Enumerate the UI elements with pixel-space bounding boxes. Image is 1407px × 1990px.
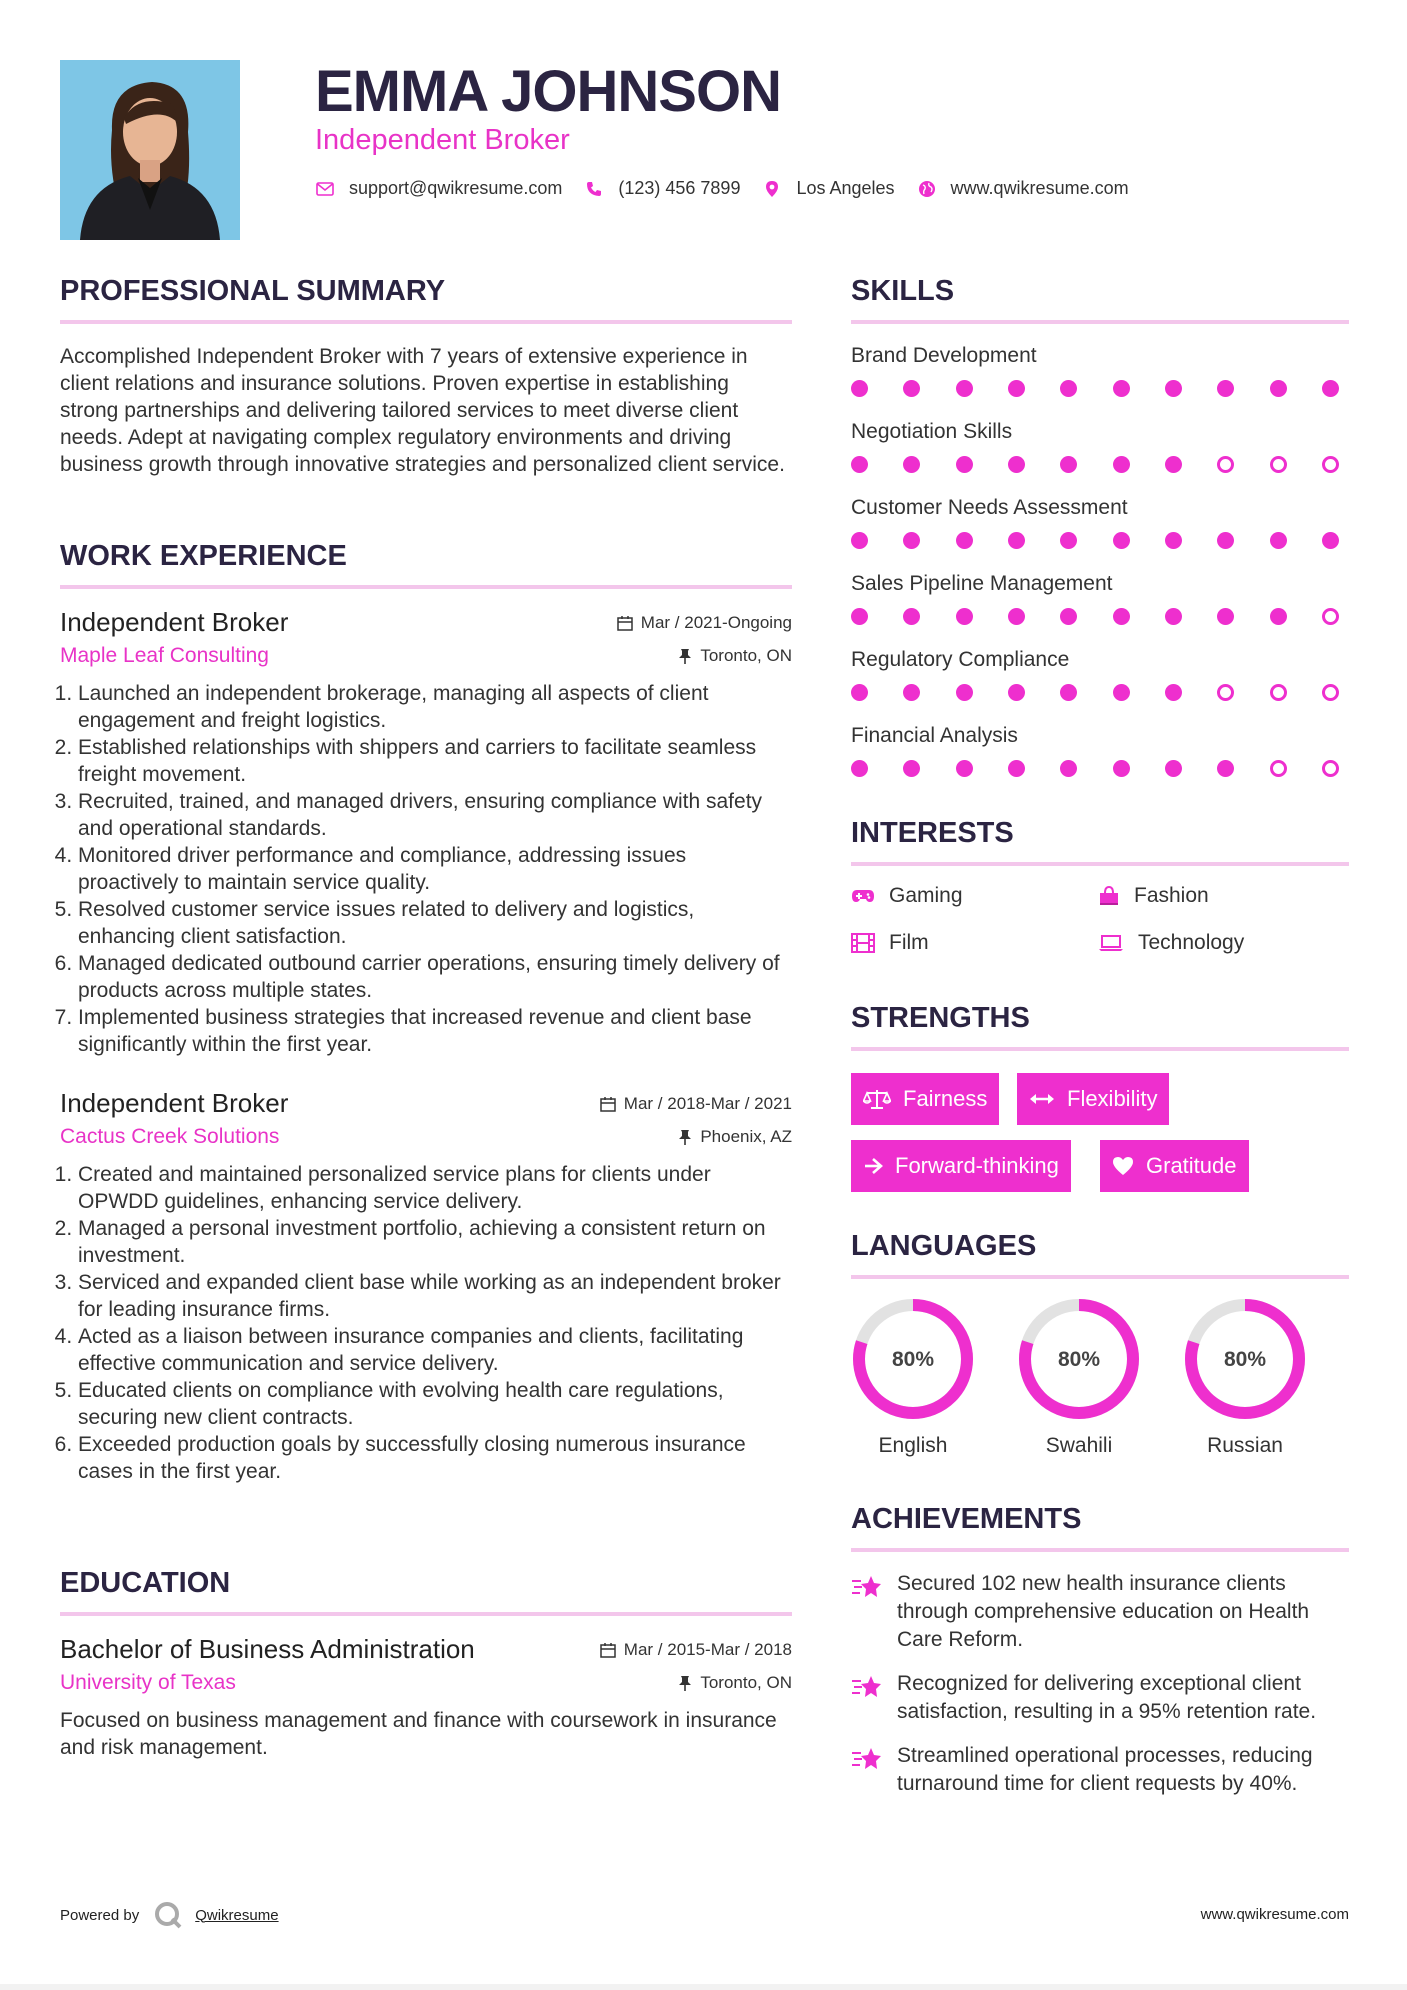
- rating-dot-filled: [1060, 684, 1077, 701]
- strength-label: Fairness: [903, 1086, 988, 1111]
- list-item: 6. Exceeded production goals by successfully closing numerous insurance cases in the first year.: [78, 1431, 792, 1485]
- section-divider: [851, 1548, 1349, 1552]
- education-location-text: Toronto, ON: [700, 1673, 792, 1692]
- strength-label: Flexibility: [1067, 1086, 1158, 1111]
- skill-item: [851, 572, 1349, 648]
- powered-by-text: Powered by: [60, 1906, 140, 1924]
- education-section: [60, 1567, 792, 1761]
- rating-dot-filled: [903, 456, 920, 473]
- skill-rating: [851, 608, 1339, 648]
- rating-dot-filled: [1270, 608, 1287, 625]
- skill-item: [851, 344, 1349, 420]
- rating-dot-filled: [1165, 608, 1182, 625]
- education-title: EDUCATION: [60, 1567, 231, 1599]
- calendar-icon: [617, 615, 633, 631]
- rating-dot-filled: [903, 532, 920, 549]
- rating-dot-filled: [1165, 380, 1182, 397]
- language-name: English: [878, 1434, 948, 1457]
- rating-dot-filled: [956, 380, 973, 397]
- shopping-bag-icon: [1098, 885, 1120, 907]
- rating-dot-filled: [1113, 456, 1130, 473]
- strength-label: Forward-thinking: [895, 1153, 1059, 1178]
- rating-dot-filled: [1008, 608, 1025, 625]
- list-item: 3. Recruited, trained, and managed drivers, ensuring compliance with safety and operational standards.: [78, 788, 792, 842]
- envelope-icon: [315, 179, 335, 199]
- achievement-item: [851, 1670, 1349, 1726]
- section-divider: [60, 585, 792, 589]
- arrow-right-icon: [863, 1157, 883, 1175]
- job-title: Independent Broker: [60, 607, 289, 637]
- footer-url[interactable]: www.qwikresume.com: [1200, 1906, 1349, 1923]
- skill-item: [851, 648, 1349, 724]
- candidate-role: Independent Broker: [315, 124, 570, 156]
- degree-title: Bachelor of Business Administration: [60, 1634, 475, 1664]
- calendar-icon: [600, 1096, 616, 1112]
- bottom-strip: [0, 1984, 1407, 1990]
- language-percent: 80%: [1057, 1348, 1101, 1371]
- skills-title: SKILLS: [851, 275, 955, 307]
- strength-label: Gratitude: [1146, 1153, 1237, 1178]
- language-ring: [851, 1297, 975, 1421]
- job-bullets: [60, 1161, 792, 1485]
- job-date-text: Mar / 2018-Mar / 2021: [623, 1093, 792, 1113]
- interest-label: Technology: [1138, 931, 1245, 954]
- contact-phone[interactable]: (123) 456 7899: [618, 178, 741, 198]
- skill-name: Financial Analysis: [851, 724, 1018, 747]
- list-item: 5. Educated clients on compliance with evolving health care regulations, securing new client contracts.: [78, 1377, 792, 1431]
- rating-dot-filled: [956, 456, 973, 473]
- heart-icon: [1112, 1156, 1134, 1176]
- rating-dot-filled: [1165, 684, 1182, 701]
- rating-dot-filled: [1217, 532, 1234, 549]
- summary-title: PROFESSIONAL SUMMARY: [60, 275, 446, 307]
- job-location: [678, 1127, 792, 1147]
- language-ring: [1017, 1297, 1141, 1421]
- achievement-text: Secured 102 new health insurance clients through comprehensive education on Health Care Reform.: [897, 1572, 1310, 1651]
- rating-dot-filled: [851, 760, 868, 777]
- language-item: [851, 1297, 975, 1458]
- section-divider: [851, 1275, 1349, 1279]
- rating-dot-filled: [851, 608, 868, 625]
- contact-location: Los Angeles: [796, 178, 895, 198]
- list-item: 7. Implemented business strategies that increased revenue and client base significantly within the first year.: [78, 1004, 792, 1058]
- rating-dot-filled: [1217, 608, 1234, 625]
- strength-forward-thinking: [851, 1140, 1071, 1192]
- rating-dot-empty: [1270, 684, 1287, 701]
- language-name: Russian: [1207, 1434, 1283, 1457]
- globe-icon: [917, 179, 937, 199]
- language-percent: 80%: [1223, 1348, 1267, 1371]
- list-item: 6. Managed dedicated outbound carrier operations, ensuring timely delivery of products across multiple states.: [78, 950, 792, 1004]
- rating-dot-filled: [851, 532, 868, 549]
- skill-rating: [851, 380, 1339, 420]
- rating-dot-filled: [1322, 380, 1339, 397]
- strengths-section: [851, 1002, 1349, 1203]
- section-divider: [851, 1047, 1349, 1051]
- rating-dot-filled: [1217, 760, 1234, 777]
- languages-title: LANGUAGES: [851, 1230, 1037, 1262]
- rating-dot-filled: [956, 608, 973, 625]
- rating-dot-filled: [1113, 380, 1130, 397]
- section-divider: [60, 1612, 792, 1616]
- balance-scale-icon: [863, 1088, 891, 1110]
- rating-dot-filled: [903, 684, 920, 701]
- achievement-item: [851, 1742, 1349, 1798]
- interest-film: [851, 931, 929, 955]
- interest-label: Film: [889, 931, 929, 954]
- shooting-star-icon: [851, 1744, 883, 1772]
- languages-section: [851, 1230, 1349, 1477]
- rating-dot-filled: [956, 684, 973, 701]
- interest-label: Fashion: [1134, 884, 1209, 907]
- shooting-star-icon: [851, 1672, 883, 1700]
- rating-dot-filled: [1165, 456, 1182, 473]
- shooting-star-icon: [851, 1572, 883, 1600]
- rating-dot-empty: [1217, 456, 1234, 473]
- job-location: [678, 646, 792, 666]
- achievement-text: Recognized for delivering exceptional client satisfaction, resulting in a 95% retention rate.: [897, 1672, 1317, 1723]
- rating-dot-empty: [1322, 760, 1339, 777]
- rating-dot-filled: [1008, 456, 1025, 473]
- rating-dot-filled: [1113, 760, 1130, 777]
- list-item: 2. Managed a personal investment portfolio, achieving a consistent return on investment.: [78, 1215, 792, 1269]
- rating-dot-filled: [903, 760, 920, 777]
- pushpin-icon: [678, 648, 692, 664]
- rating-dot-filled: [903, 608, 920, 625]
- skill-rating: [851, 456, 1339, 496]
- job-company: Cactus Creek Solutions: [60, 1125, 280, 1148]
- skill-rating: [851, 684, 1339, 724]
- achievement-text: Streamlined operational processes, reducing turnaround time for client requests by 40%.: [897, 1744, 1313, 1795]
- achievement-item: [851, 1570, 1349, 1654]
- language-ring: [1183, 1297, 1307, 1421]
- rating-dot-filled: [1060, 532, 1077, 549]
- skills-list: [851, 344, 1349, 800]
- gamepad-icon: [851, 888, 875, 904]
- list-item: 5. Resolved customer service issues related to delivery and logistics, enhancing client satisfaction.: [78, 896, 792, 950]
- list-item: 1. Launched an independent brokerage, managing all aspects of client engagement and freight logistics.: [78, 680, 792, 734]
- skill-rating: [851, 760, 1339, 800]
- pushpin-icon: [678, 1675, 692, 1691]
- rating-dot-filled: [956, 760, 973, 777]
- arrows-horizontal-icon: [1029, 1092, 1055, 1106]
- summary-section: [60, 275, 792, 478]
- rating-dot-filled: [1008, 760, 1025, 777]
- strength-gratitude: [1100, 1140, 1249, 1192]
- skill-name: Regulatory Compliance: [851, 648, 1070, 671]
- rating-dot-filled: [1165, 760, 1182, 777]
- rating-dot-filled: [851, 684, 868, 701]
- skill-item: [851, 496, 1349, 572]
- section-divider: [851, 862, 1349, 866]
- job-date: [600, 1094, 792, 1114]
- pushpin-icon: [678, 1129, 692, 1145]
- rating-dot-empty: [1322, 608, 1339, 625]
- phone-icon: [584, 179, 604, 199]
- rating-dot-filled: [1060, 456, 1077, 473]
- interest-gaming: [851, 884, 963, 908]
- languages-list: [851, 1297, 1349, 1477]
- rating-dot-empty: [1270, 760, 1287, 777]
- list-item: 4. Monitored driver performance and compliance, addressing issues proactively to maintain service quality.: [78, 842, 792, 896]
- rating-dot-filled: [1217, 380, 1234, 397]
- language-percent: 80%: [891, 1348, 935, 1371]
- work-title: WORK EXPERIENCE: [60, 540, 347, 572]
- strengths-title: STRENGTHS: [851, 1002, 1030, 1034]
- rating-dot-filled: [851, 380, 868, 397]
- contact-bar: [315, 178, 1151, 199]
- language-item: [1017, 1297, 1141, 1458]
- rating-dot-empty: [1270, 456, 1287, 473]
- summary-text: Accomplished Independent Broker with 7 years of extensive experience in client relations and insurance solutions. Proven expertise in establishing strong partnerships and delivering tailored services to meet diverse client needs. Adept at navigating complex regulatory environments and driving business growth through innovative strategies and personalized client service.: [60, 345, 785, 476]
- laptop-icon: [1098, 934, 1124, 952]
- rating-dot-empty: [1322, 456, 1339, 473]
- strength-flexibility: [1017, 1073, 1169, 1125]
- footer-powered-by: [60, 1900, 279, 1930]
- film-icon: [851, 933, 875, 953]
- rating-dot-filled: [851, 456, 868, 473]
- rating-dot-filled: [1060, 760, 1077, 777]
- job-company: Maple Leaf Consulting: [60, 644, 269, 667]
- rating-dot-filled: [1270, 532, 1287, 549]
- contact-website[interactable]: www.qwikresume.com: [950, 178, 1129, 198]
- skill-name: Sales Pipeline Management: [851, 572, 1113, 595]
- school-name: University of Texas: [60, 1671, 236, 1694]
- list-item: 3. Serviced and expanded client base while working as an independent broker for leading insurance firms.: [78, 1269, 792, 1323]
- skill-name: Negotiation Skills: [851, 420, 1013, 443]
- job-entry: [60, 1088, 792, 1485]
- rating-dot-filled: [1322, 532, 1339, 549]
- rating-dot-filled: [1113, 684, 1130, 701]
- job-date: [617, 613, 792, 633]
- skill-item: [851, 724, 1349, 800]
- education-date: [600, 1640, 792, 1660]
- list-item: 2. Established relationships with shippers and carriers to facilitate seamless freight movement.: [78, 734, 792, 788]
- interests-section: [851, 817, 1349, 974]
- rating-dot-filled: [1060, 380, 1077, 397]
- contact-email[interactable]: support@qwikresume.com: [349, 178, 563, 198]
- rating-dot-filled: [1008, 532, 1025, 549]
- rating-dot-filled: [1270, 380, 1287, 397]
- list-item: 4. Acted as a liaison between insurance companies and clients, facilitating effective communication and service delivery.: [78, 1323, 792, 1377]
- rating-dot-filled: [1113, 608, 1130, 625]
- rating-dot-filled: [1113, 532, 1130, 549]
- education-location: [678, 1673, 792, 1693]
- calendar-icon: [600, 1642, 616, 1658]
- profile-photo: [60, 60, 240, 240]
- job-bullets: [60, 680, 792, 1058]
- skill-name: Customer Needs Assessment: [851, 496, 1128, 519]
- section-divider: [851, 320, 1349, 324]
- job-location-text: Toronto, ON: [700, 646, 792, 665]
- achievements-section: [851, 1503, 1349, 1798]
- rating-dot-empty: [1322, 684, 1339, 701]
- rating-dot-filled: [1060, 608, 1077, 625]
- qwikresume-link[interactable]: Qwikresume: [195, 1906, 279, 1924]
- rating-dot-filled: [1008, 380, 1025, 397]
- rating-dot-filled: [956, 532, 973, 549]
- list-item: 1. Created and maintained personalized service plans for clients under OPWDD guidelines, enhancing service delivery.: [78, 1161, 792, 1215]
- education-date-text: Mar / 2015-Mar / 2018: [623, 1639, 792, 1659]
- interest-fashion: [1098, 884, 1209, 908]
- qwikresume-logo-icon: [153, 1900, 183, 1930]
- job-entry: [60, 607, 792, 1058]
- rating-dot-empty: [1217, 684, 1234, 701]
- strength-fairness: [851, 1073, 999, 1125]
- work-section: [60, 540, 792, 1485]
- job-title: Independent Broker: [60, 1088, 289, 1118]
- candidate-name: EMMA JOHNSON: [315, 59, 781, 124]
- job-location-text: Phoenix, AZ: [700, 1127, 792, 1146]
- rating-dot-filled: [1165, 532, 1182, 549]
- section-divider: [60, 320, 792, 324]
- interests-title: INTERESTS: [851, 817, 1014, 849]
- interest-label: Gaming: [889, 884, 963, 907]
- skills-section: [851, 275, 1349, 800]
- interest-technology: [1098, 931, 1244, 955]
- map-pin-icon: [762, 179, 782, 199]
- skill-name: Brand Development: [851, 344, 1037, 367]
- education-text: Focused on business management and finance with coursework in insurance and risk management.: [60, 1709, 777, 1759]
- skill-rating: [851, 532, 1339, 572]
- language-item: [1183, 1297, 1307, 1458]
- rating-dot-filled: [1008, 684, 1025, 701]
- rating-dot-filled: [903, 380, 920, 397]
- achievements-title: ACHIEVEMENTS: [851, 1503, 1082, 1535]
- language-name: Swahili: [1045, 1434, 1113, 1457]
- job-date-text: Mar / 2021-Ongoing: [640, 612, 792, 632]
- skill-item: [851, 420, 1349, 496]
